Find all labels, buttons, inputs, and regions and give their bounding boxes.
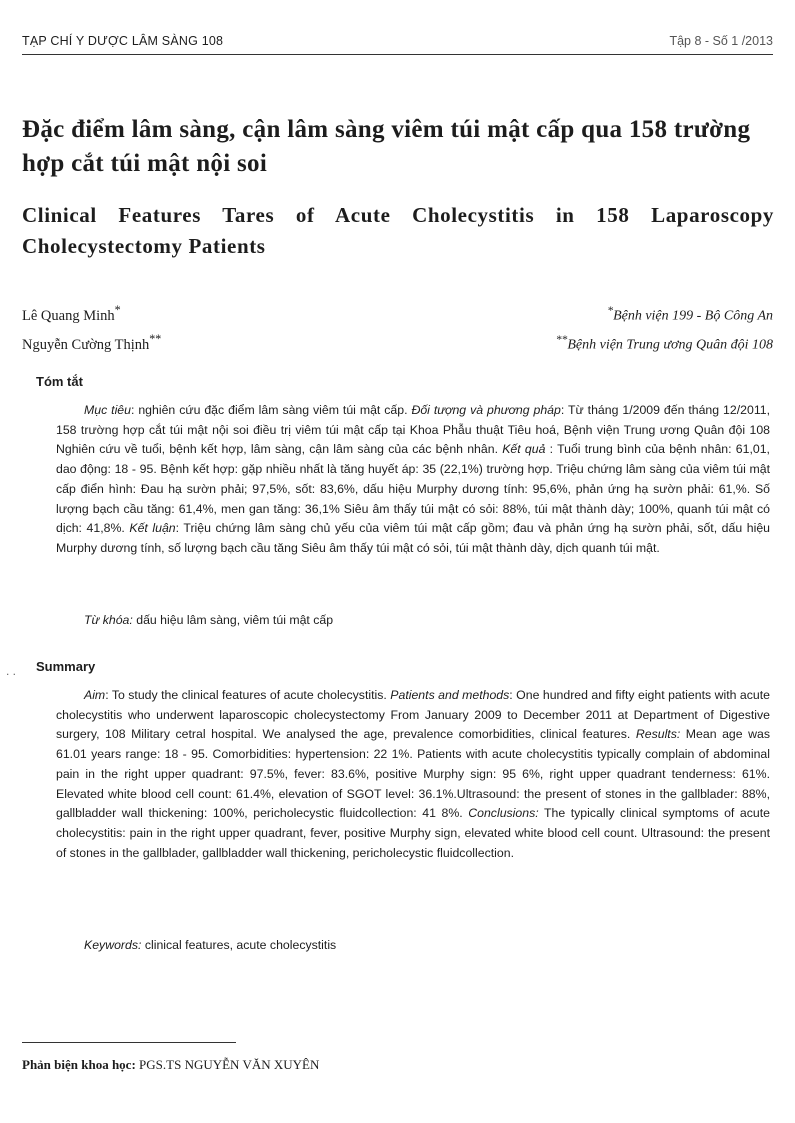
reviewer-name: PGS.TS NGUYỄN VĂN XUYÊN xyxy=(139,1057,320,1072)
body-text-run: : nghiên cứu đặc điểm lâm sàng viêm túi mật cấp. xyxy=(131,403,412,417)
abstract-en xyxy=(56,686,770,863)
section-label: Đối tượng và phương pháp xyxy=(411,403,561,417)
keywords-en-text: clinical features, acute cholecystitis xyxy=(141,938,337,952)
title-vietnamese: Đặc điểm lâm sàng, cận lâm sàng viêm túi mật cấp qua 158 trường hợp cắt túi mật nội soi xyxy=(22,116,751,177)
author-1: Lê Quang Minh* xyxy=(22,303,121,324)
running-header xyxy=(22,34,773,55)
abstract-en-heading: Summary xyxy=(36,659,96,674)
keywords-en xyxy=(84,938,336,952)
section-label: Kết luận xyxy=(129,521,176,536)
keywords-en-label: Keywords: xyxy=(84,938,142,952)
affiliation-2: **Bệnh viện Trung ương Quân đội 108 xyxy=(555,332,773,353)
section-label: Mục tiêu xyxy=(84,403,131,417)
body-text-run: : Từ tháng 1/2009 đến tháng 12/2011, 158 trường hợp cắt túi mật nội soi điều trị viêm túi mật cấp tại Khoa Phẫu thuật Tiêu hoá, Bệnh viện Trung ương Quân đội 108 Nghiên cứu về tuổi, bệnh kết hợp, lâm sàng, cận lâm sàng của các bệnh nhân. xyxy=(56,403,770,457)
abstract-vi xyxy=(56,401,770,559)
reviewer-note xyxy=(22,1057,319,1073)
section-label: Patients and methods xyxy=(390,688,510,702)
footnote-rule xyxy=(22,1042,236,1043)
body-text-run: : Triệu chứng lâm sàng chủ yếu của viêm túi mật cấp gồm; đau và phản ứng hạ sườn phải, sốt, dấu hiệu Murphy dương tính, số lượng bạch cầu tăng Siêu âm thấy túi mật có sỏi, túi mật thành dày, dịch quanh túi mật. xyxy=(56,521,771,555)
abstract-en-paragraph xyxy=(56,686,770,863)
body-text-run: : Tuổi trung bình của bệnh nhân: 61,01, dao động: 18 - 95. Bệnh kết hợp: gặp nhiều nhất là tăng huyết áp: 35 (22,1%) trường hợp. Triệu chứng lâm sàng của viêm túi mật cấp điển hình: Đau hạ sườn phải; 97,5%, sốt: 83,6%, dấu hiệu Murphy dương tính: 95,6%, phản ứng hạ sườn phải: 61,%. Số lượng bạch cầu tăng: 61,4%, men gan tăng: 36,1% Siêu âm thấy túi mật có sỏi: 88%, túi mật thành dày; 100%, quanh túi mật có dịch: 41,8%. xyxy=(56,442,770,536)
reviewer-label: Phản biện khoa học: xyxy=(22,1057,136,1072)
affiliation-1: *Bệnh viện 199 - Bộ Công An xyxy=(607,304,773,324)
keywords-vi xyxy=(84,613,333,627)
affiliation-list xyxy=(556,299,773,356)
keywords-vi-text: dấu hiệu lâm sàng, viêm túi mật cấp xyxy=(132,613,334,627)
section-label: Kết quả xyxy=(502,442,546,457)
abstract-vi-heading: Tóm tắt xyxy=(36,374,83,389)
journal-name: TẠP CHÍ Y DƯỢC LÂM SÀNG 108 xyxy=(22,34,224,48)
keywords-vi-label: Từ khóa: xyxy=(84,613,133,627)
author-2: Nguyễn Cường Thịnh** xyxy=(22,331,162,353)
issue-info: Tập 8 - Số 1 /2013 xyxy=(669,34,773,48)
body-text-run: Mean age was 61.01 years range: 18 - 95. Comorbidities: hypertension: 22 1%. Patients with acute cholecystitis typically complain of abdominal pain in the right upper quadrant: 97.5%, fever: 83.6%, positive Murphy sign: 95 6%, right upper quadrant tenderness: 61%. Elevated white blood cell count: 61.4%, elevation of SGOT level: 36.1%.Ultrasound: the present of stones in the gallblader: 88%, gallbladder wall thickening: 100%, pericholecystic fluidcollection: 41 8%. xyxy=(56,727,770,821)
section-marker: . . xyxy=(6,664,17,678)
body-text-run: The typically clinical symptoms of acute cholecystitis: pain in the right upper quadrant, fever, positive Murphy sign, elevated white blood cell count. Ultrasound: the present of stones in the gallblader, gallbladder wall thickening, pericholecystic fluidcollection. xyxy=(56,806,770,860)
abstract-vi-paragraph xyxy=(56,401,770,559)
body-text-run: : One hundred and fifty eight patients with acute cholecystitis who underwent laparoscopic cholecystectomy From January 2009 to December 2011 at Department of Digestive surgery, 108 Military cetral hospital. We analysed the age, prevalence comorbidities, clinical features. xyxy=(56,688,771,742)
title-english: Clinical Features Tares of Acute Cholecystitis in 158 Laparoscopy Cholecystectomy Patients xyxy=(22,203,774,258)
body-text-run: : To study the clinical features of acute cholecystitis. xyxy=(105,688,391,702)
section-label: Aim xyxy=(84,688,106,702)
section-label: Conclusions: xyxy=(468,806,539,821)
author-list xyxy=(22,299,161,357)
section-label: Results: xyxy=(635,727,681,742)
